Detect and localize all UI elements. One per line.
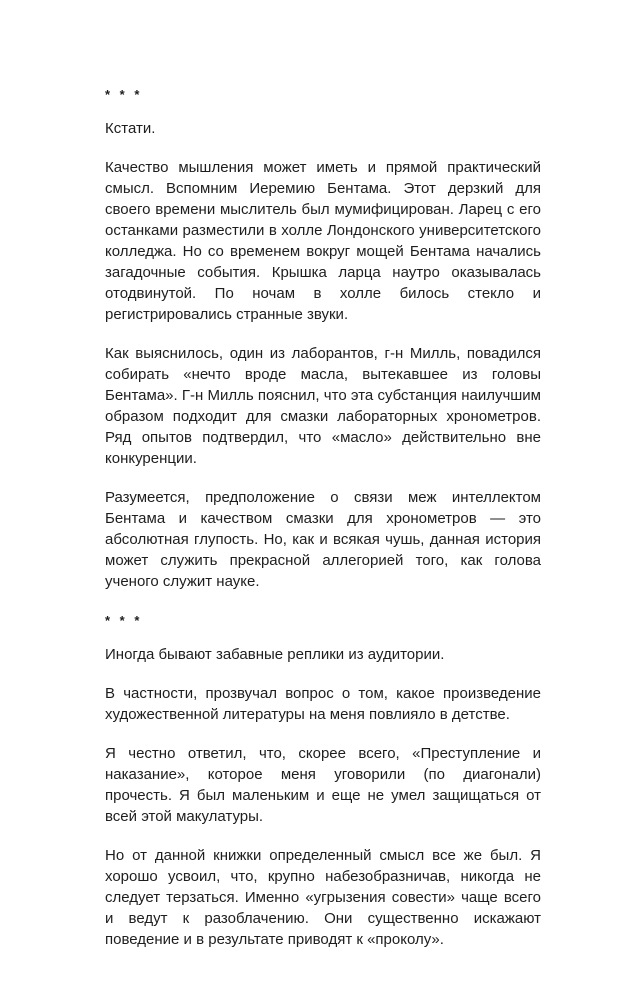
page-body: [105, 86, 541, 950]
paragraph-allegory: Разумеется, предположение о связи меж интеллектом Бентама и качеством смазки для хронометров — это абсолютная глупость. Но, как и всякая чушь, данная история может служить прекрасной аллегорией того, как голова ученого служит науке.: [105, 489, 541, 590]
paragraph-answer: Я честно ответил, что, скорее всего, «Преступление и наказание», которое меня уговорили (по диагонали) прочесть. Я был маленьким и еще не умел защищаться от всей этой макулатуры.: [105, 745, 541, 825]
section-separator: * * *: [105, 87, 143, 102]
paragraph-audience: Иногда бывают забавные реплики из аудитории.: [105, 646, 445, 663]
paragraph-kstati: Кстати.: [105, 120, 156, 137]
paragraph-conclusion: Но от данной книжки определенный смысл все же был. Я хорошо усвоил, что, крупно набезобразничав, никогда не следует терзаться. Именно «угрызения совести» чаще всего и ведут к разоблачению. Они существенно искажают поведение и в результате приводят к «проколу».: [105, 847, 541, 948]
section-separator: * * *: [105, 613, 143, 628]
paragraph-bentham: Качество мышления может иметь и прямой практический смысл. Вспомним Иеремию Бентама. Этот дерзкий для своего времени мыслитель был мумифицирован. Ларец с его останками разместили в холле Лондонского университетского колледжа. Но со временем вокруг мощей Бентама начались загадочные события. Крышка ларца наутро оказывалась отодвинутой. По ночам в холле билось стекло и регистрировались странные звуки.: [105, 159, 541, 323]
paragraph-question: В частности, прозвучал вопрос о том, какое произведение художественной литературы на меня повлияло в детстве.: [105, 685, 541, 723]
paragraph-mill: Как выяснилось, один из лаборантов, г-н Милль, повадился собирать «нечто вроде масла, вытекавшее из головы Бентама». Г-н Милль пояснил, что эта субстанция наилучшим образом подходит для смазки лабораторных хронометров. Ряд опытов подтвердил, что «масло» действительно вне конкуренции.: [105, 345, 541, 467]
